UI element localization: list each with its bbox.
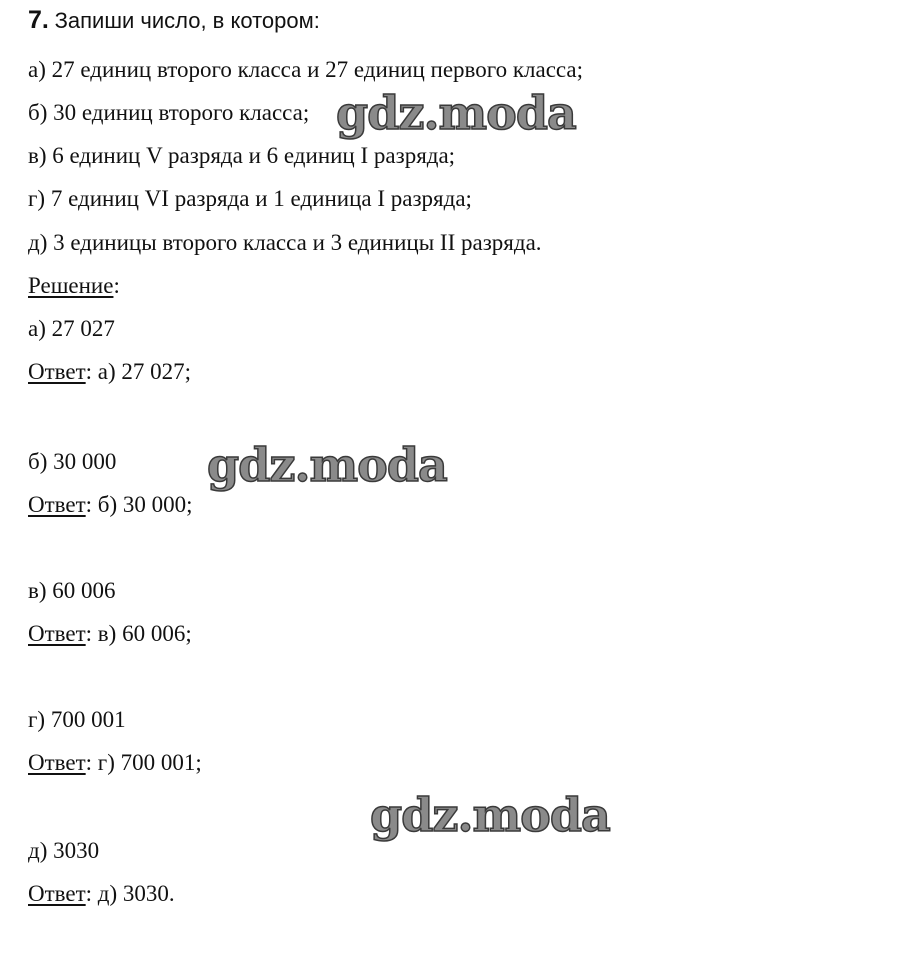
task-item-d: д) 3 единицы второго класса и 3 единицы II разряда.: [28, 230, 542, 255]
solution-colon: :: [113, 273, 120, 298]
answer-label: Ответ: [28, 881, 86, 906]
watermark: gdz.moda: [207, 438, 447, 492]
task-item-a: а) 27 единиц второго класса и 27 единиц первого класса;: [28, 57, 584, 82]
answer-label: Ответ: [28, 621, 86, 646]
answer-text: : б) 30 000;: [85, 492, 193, 517]
task-title-text: Запиши число, в котором:: [54, 8, 320, 33]
solution-heading: [28, 272, 120, 300]
result-a: а) 27 027: [28, 316, 115, 341]
result-b: б) 30 000: [28, 449, 117, 474]
task-item-g: г) 7 единиц VI разряда и 1 единица I разряда;: [28, 186, 472, 211]
result-g: г) 700 001: [28, 707, 126, 732]
answer-a: [28, 358, 191, 386]
answer-b: [28, 491, 193, 519]
answer-text: : г) 700 001;: [85, 750, 202, 775]
task-item-v: в) 6 единиц V разряда и 6 единиц I разряда;: [28, 143, 456, 168]
watermark: gdz.moda: [370, 788, 610, 842]
answer-label: Ответ: [28, 359, 86, 384]
answer-label: Ответ: [28, 750, 86, 775]
answer-v: [28, 620, 192, 648]
answer-d: [28, 880, 175, 908]
answer-text: : в) 60 006;: [85, 621, 192, 646]
result-v: в) 60 006: [28, 578, 116, 603]
task-number: 7.: [28, 6, 49, 34]
task-item-b: б) 30 единиц второго класса;: [28, 100, 310, 125]
answer-text: : а) 27 027;: [85, 359, 192, 384]
solution-label: Решение: [28, 273, 114, 298]
task-title: [28, 6, 320, 35]
answer-g: [28, 749, 202, 777]
watermark: gdz.moda: [336, 86, 576, 140]
result-d: д) 3030: [28, 838, 100, 863]
answer-label: Ответ: [28, 492, 86, 517]
answer-text: : д) 3030.: [85, 881, 175, 906]
